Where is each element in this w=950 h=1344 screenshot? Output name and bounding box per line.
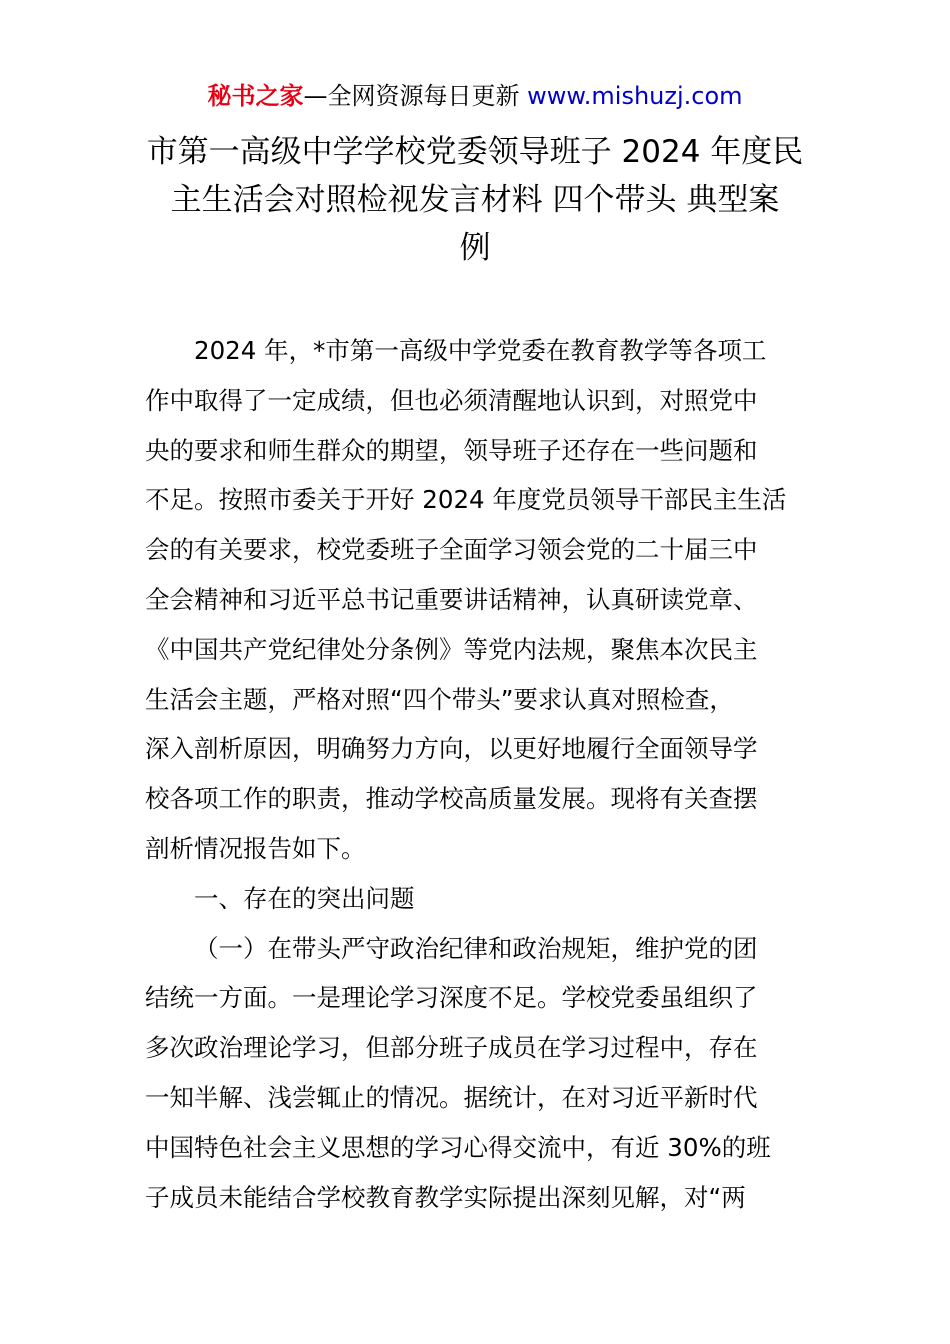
title-line: 例 [459,230,491,266]
paragraph-line: 央的要求和师生群众的期望，领导班子还存在一些问题和 [145,435,758,465]
title-line: 市第一高级中学学校党委领导班子 2024 年度民 [146,134,804,170]
paragraph-line: 作中取得了一定成绩，但也必须清醒地认识到，对照党中 [145,385,758,415]
paragraph-line: 剖析情况报告如下。 [145,833,366,863]
paragraph-line: （一）在带头严守政治纪律和政治规矩，维护党的团 [194,933,758,963]
paragraph-line: 2024 年，*市第一高级中学党委在教育教学等各项工 [194,336,767,365]
brand-name: 秘书之家 [207,82,304,110]
paragraph-line: 一知半解、浅尝辄止的情况。据统计，在对习近平新时代 [145,1082,758,1112]
paragraph-line: 结统一方面。一是理论学习深度不足。学校党委虽组织了 [145,983,758,1013]
paragraph-line: 生活会主题，严格对照“四个带头”要求认真对照检查， [145,684,734,714]
paragraph-line: 不足。按照市委关于开好 2024 年度党员领导干部民主生活 [145,485,787,515]
paragraph-line: 子成员未能结合学校教育教学实际提出深刻见解，对“两 [145,1182,746,1212]
paragraph-line: 中国特色社会主义思想的学习心得交流中，有近 30%的班 [145,1132,771,1162]
paragraph-line: 《中国共产党纪律处分条例》等党内法规，聚焦本次民主 [145,634,758,664]
document-header [0,80,950,112]
paragraph-line: 深入剖析原因，明确努力方向，以更好地履行全面领导学 [145,734,758,764]
paragraph-line: 多次政治理论学习，但部分班子成员在学习过程中，存在 [145,1033,758,1063]
document-title [140,128,810,272]
section-heading: 一、存在的突出问题 [194,883,415,913]
title-line: 主生活会对照检视发言材料 四个带头 典型案 [170,182,780,218]
document-body [145,326,807,1222]
paragraph-line: 全会精神和习近平总书记重要讲话精神，认真研读党章、 [145,584,758,614]
paragraph-line: 校各项工作的职责，推动学校高质量发展。现将有关查摆 [145,784,758,814]
header-tagline: —全网资源每日更新 [303,82,528,110]
paragraph-line: 会的有关要求，校党委班子全面学习领会党的二十届三中 [145,535,758,565]
website-url[interactable]: www.mishuzj.com [527,82,743,110]
